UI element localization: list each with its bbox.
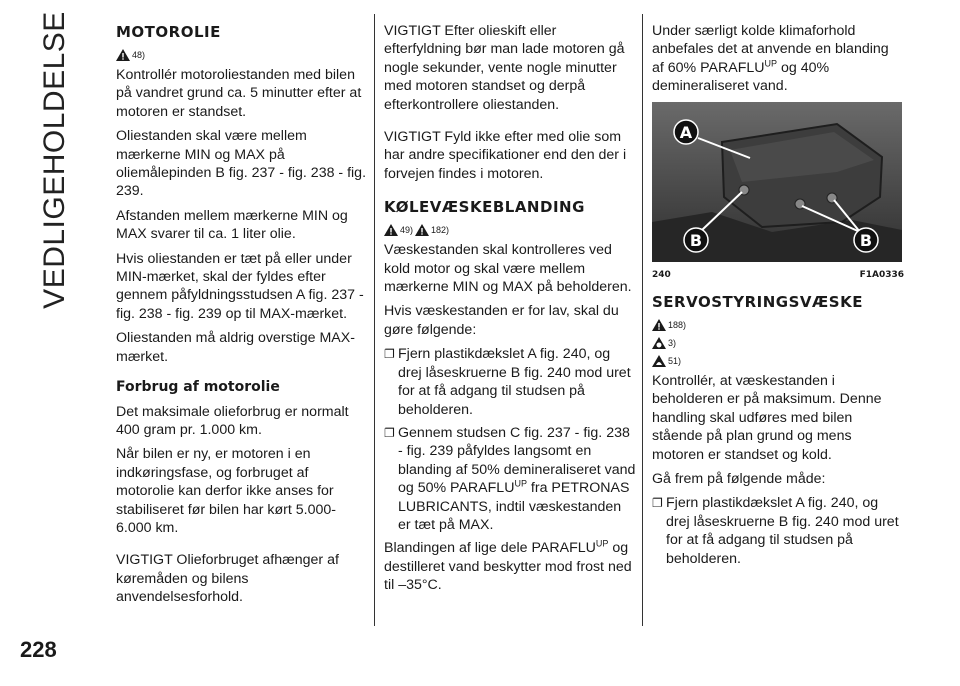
section-side-title (20, 11, 90, 309)
svg-text:A: A (679, 122, 693, 142)
column-1 (116, 22, 368, 613)
warning-ref-text: 182) (431, 225, 450, 236)
paragraph: Det maksimale olieforbrug er normalt 400 gram pr. 1.000 km. (116, 403, 349, 438)
paragraph: Hvis oliestanden er tæt på eller under MIN-mærket, skal der fyldes efter gennem påfyldningsstudsen A fig. 237 - fig. 238 - fig. 239 op til MAX-mærket. (116, 250, 364, 322)
warning-ref (116, 48, 368, 62)
paragraph: Under særligt kolde klimaforhold anbefales det at anvende en blanding af 60% $PARAFLU^{UP}$ og 40% demineraliseret vand. (652, 23, 889, 95)
section-heading-kolevaeske: KØLEVÆSKEBLANDING (384, 198, 585, 217)
column-3 (652, 22, 904, 573)
environment-triangle-icon (652, 355, 666, 367)
section-side-title-text: VEDLIGEHOLDELSE (38, 11, 71, 309)
figure-caption (652, 266, 904, 284)
warning-ref-text: 188) (668, 320, 687, 331)
list-item: ❐ Fjern plastikdækslet A fig. 240, og drej låseskruerne B fig. 240 mod uret for at få adgang til studsen på beholderen. (384, 345, 636, 419)
paragraph: Hvis væskestanden er for lav, skal du gøre følgende: (384, 303, 619, 338)
warning-triangle-icon (415, 224, 429, 236)
column-divider-2 (642, 14, 643, 626)
warning-triangle-icon (384, 224, 398, 236)
column-divider-1 (374, 14, 375, 626)
figure-number: 240 (652, 269, 671, 280)
paragraph: Væskestanden skal kontrolleres ved kold motor og skal være mellem mærkerne MIN og MAX på beholderen. (384, 242, 632, 296)
paragraph: Kontrollér motoroliestanden med bilen på vandret grund ca. 5 minutter efter at motoren er standset. (116, 67, 362, 120)
figure-code: F1A0336 (859, 269, 904, 280)
figure-engine-cover (652, 102, 902, 262)
warning-ref (384, 223, 636, 237)
svg-text:B: B (859, 230, 873, 250)
section-heading-servostyring: SERVOSTYRINGSVÆSKE (652, 293, 863, 312)
svg-text:B: B (689, 230, 703, 250)
page-number: 228 (20, 637, 57, 662)
environment-ref-text: 51) (668, 356, 682, 367)
list-item: ❐ Gennem studsen C fig. 237 - fig. 238 - fig. 239 påfyldes langsomt en blanding af 50% demineraliseret vand og 50% $PARAFLU^{UP}$ fra PETRONAS LUBRICANTS, indtil væskestanden er tæt på MAX. (384, 424, 636, 534)
paragraph: Oliestanden må aldrig overstige MAX-mærket. (116, 330, 355, 365)
figure-label-b-right (854, 228, 878, 252)
warning-triangle-icon (116, 49, 130, 61)
paragraph: Afstanden mellem mærkerne MIN og MAX svarer til ca. 1 liter olie. (116, 207, 348, 243)
caution-ref (652, 336, 904, 350)
caution-triangle-icon (652, 337, 666, 349)
engine-cover-illustration (652, 102, 902, 262)
column-2 (384, 22, 636, 601)
paragraph: Kontrollér, at væskestanden i beholderen er på maksimum. Denne handling skal udføres med bilen stående på plan grund og mens motoren er standset og kold. (652, 373, 882, 463)
figure-label-a (674, 120, 698, 144)
warning-ref-text: 49) (400, 225, 414, 236)
bullet-list (652, 494, 904, 568)
warning-triangle-icon (652, 319, 666, 331)
figure-label-b-left (684, 228, 708, 252)
warning-ref-text: 48) (132, 50, 146, 60)
paragraph: Oliestanden skal være mellem mærkerne MIN og MAX på oliemålepinden B fig. 237 - fig. 238 - fig. 239. (116, 128, 367, 200)
bullet-list (384, 345, 636, 534)
warning-ref (652, 318, 904, 332)
paragraph: Blandingen af lige dele $PARAFLU^{UP}$ og destilleret vand beskytter mod frost ned til –35°C. (384, 538, 632, 594)
paragraph: VIGTIGT Efter olieskift eller efterfyldning bør man lade motoren gå nogle sekunder, vente nogle minutter med motoren standset og derpå efterkontrollere oliestanden. (384, 23, 625, 113)
caution-ref-text: 3) (668, 338, 677, 349)
paragraph: Når bilen er ny, er motoren i en indkøringsfase, og forbruget af motorolie kan derfor ikke anses for stabiliseret før bilen har kørt 5.000-6.000 km. (116, 446, 336, 536)
paragraph: VIGTIGT Fyld ikke efter med olie som har andre specifikationer end den der i forvejen findes i motoren. (384, 129, 627, 182)
paragraph: Gå frem på følgende måde: (652, 471, 826, 488)
section-heading-motorolie: MOTOROLIE (116, 23, 221, 41)
list-item: ❐ Fjern plastikdækslet A fig. 240, og drej låseskruerne B fig. 240 mod uret for at få adgang til studsen på beholderen. (652, 494, 904, 568)
environment-ref (652, 354, 904, 368)
paragraph: VIGTIGT Olieforbruget afhænger af køremåden og bilens anvendelsesforhold. (116, 552, 339, 606)
sub-heading-forbrug: Forbrug af motorolie (116, 379, 280, 396)
